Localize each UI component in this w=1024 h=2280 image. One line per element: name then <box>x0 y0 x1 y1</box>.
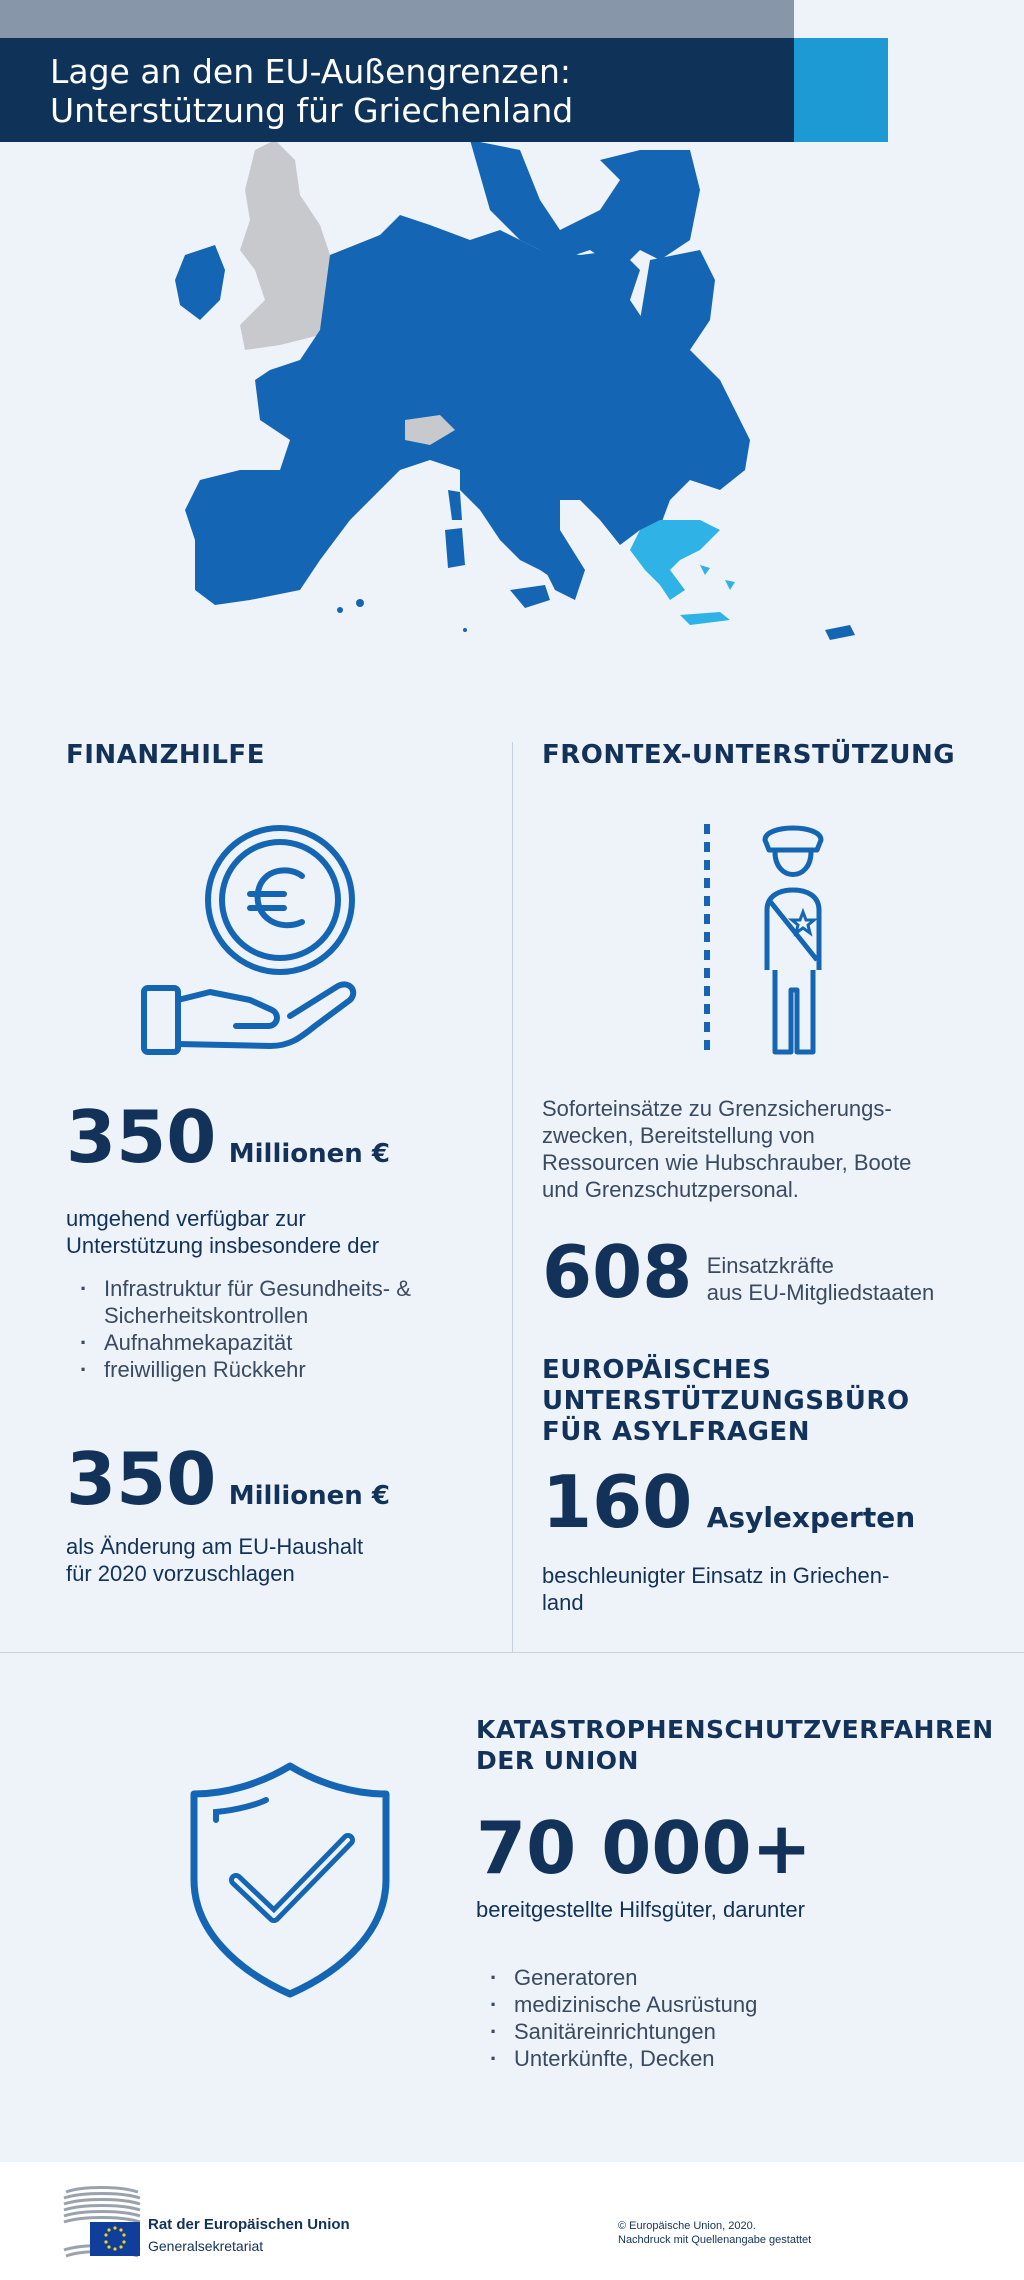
amount2 <box>66 1437 390 1521</box>
list-item: · medizinische Ausrüstung <box>476 1991 876 2018</box>
frontex-desc <box>542 1095 982 1203</box>
list-item: · Unterkünfte, Decken <box>476 2045 876 2072</box>
asyl-desc-line2: land <box>542 1590 584 1615</box>
shield-check-icon <box>186 1760 394 2000</box>
amount2-value: 350 <box>66 1437 217 1521</box>
page-title-line1: Lage an den EU-Außengrenzen: <box>50 52 571 91</box>
footer-org-sub: Generalsekretariat <box>148 2238 264 2254</box>
list-item: · Aufnahmekapazität <box>66 1329 486 1356</box>
hand-euro-coin-icon <box>140 820 360 1060</box>
footer <box>0 2162 1024 2280</box>
frontex-count-label-line2: aus EU-Mitgliedstaaten <box>706 1280 935 1305</box>
amount2-desc-line1: als Änderung am EU-Haushalt <box>66 1534 364 1559</box>
katastrophenschutz-title-line2: DER UNION <box>476 1746 639 1775</box>
amount1-desc-line2: Unterstützung insbesondere der <box>66 1233 380 1258</box>
katastrophenschutz-bullets <box>476 1964 876 2072</box>
amount1-unit: Millionen € <box>228 1139 390 1169</box>
page-title-line2: Unterstützung für Griechenland <box>50 91 574 130</box>
finanzhilfe-bullets <box>66 1275 486 1383</box>
katastrophenschutz-desc: bereitgestellte Hilfsgüter, darunter <box>476 1897 805 1922</box>
frontex-desc-line4: und Grenzschutzpersonal. <box>542 1177 799 1202</box>
katastrophenschutz-section <box>476 1714 996 2071</box>
asyl-desc-line1: beschleunigter Einsatz in Griechen- <box>542 1563 890 1588</box>
amount2-desc-line2: für 2020 vorzuschlagen <box>66 1561 295 1586</box>
asyl-title-line3: FÜR ASYLFRAGEN <box>542 1417 810 1447</box>
footer-org-name: Rat der Europäischen Union <box>148 2216 350 2233</box>
column-divider <box>512 742 513 1652</box>
list-item-continuation: Sicherheitskontrollen <box>104 1303 309 1328</box>
amount2-desc <box>66 1533 486 1587</box>
finanzhilfe-section <box>66 740 486 1586</box>
asyl-title-line2: UNTERSTÜTZUNGSBÜRO <box>542 1386 910 1416</box>
list-item: · Sanitäreinrichtungen <box>476 2018 876 2045</box>
section-divider <box>0 1652 1024 1653</box>
top-strip <box>0 0 794 40</box>
asyl-title <box>542 1355 982 1448</box>
title-accent <box>794 38 888 142</box>
katastrophenschutz-title-line1: KATASTROPHENSCHUTZVERFAHREN <box>476 1715 994 1744</box>
list-item: · Generatoren <box>476 1964 876 1991</box>
title-box <box>0 38 794 142</box>
frontex-count <box>542 1230 934 1314</box>
frontex-desc-line1: Soforteinsätze zu Grenzsicherungs- <box>542 1096 892 1121</box>
asyl-desc <box>542 1562 982 1616</box>
amount1 <box>66 1095 390 1179</box>
katastrophenschutz-count: 70 000+ <box>476 1806 812 1890</box>
frontex-count-value: 608 <box>542 1230 693 1314</box>
eu-council-logo-icon <box>62 2184 142 2260</box>
frontex-section <box>542 740 982 1615</box>
list-item: · freiwilligen Rückkehr <box>66 1356 486 1383</box>
asyl-count-unit: Asylexperten <box>706 1501 916 1534</box>
map-area <box>0 0 1024 680</box>
list-item: · Infrastruktur für Gesundheits- & <box>66 1275 486 1302</box>
frontex-desc-line3: Ressourcen wie Hubschrauber, Boote <box>542 1150 912 1175</box>
asyl-title-line1: EUROPÄISCHES <box>542 1355 772 1385</box>
asyl-count <box>542 1460 915 1544</box>
asyl-count-value: 160 <box>542 1460 693 1544</box>
amount2-unit: Millionen € <box>228 1481 390 1511</box>
border-guard-icon <box>697 820 837 1060</box>
footer-copyright: © Europäische Union, 2020. <box>618 2220 756 2232</box>
frontex-count-label-line1: Einsatzkräfte <box>706 1253 834 1278</box>
amount1-desc-line1: umgehend verfügbar zur <box>66 1206 306 1231</box>
footer-reprint: Nachdruck mit Quellenangabe gestattet <box>618 2234 812 2246</box>
amount1-value: 350 <box>66 1095 217 1179</box>
frontex-title: FRONTEX-UNTERSTÜTZUNG <box>542 740 956 770</box>
frontex-desc-line2: zwecken, Bereitstellung von <box>542 1123 815 1148</box>
finanzhilfe-title: FINANZHILFE <box>66 740 265 770</box>
amount1-desc <box>66 1205 486 1259</box>
